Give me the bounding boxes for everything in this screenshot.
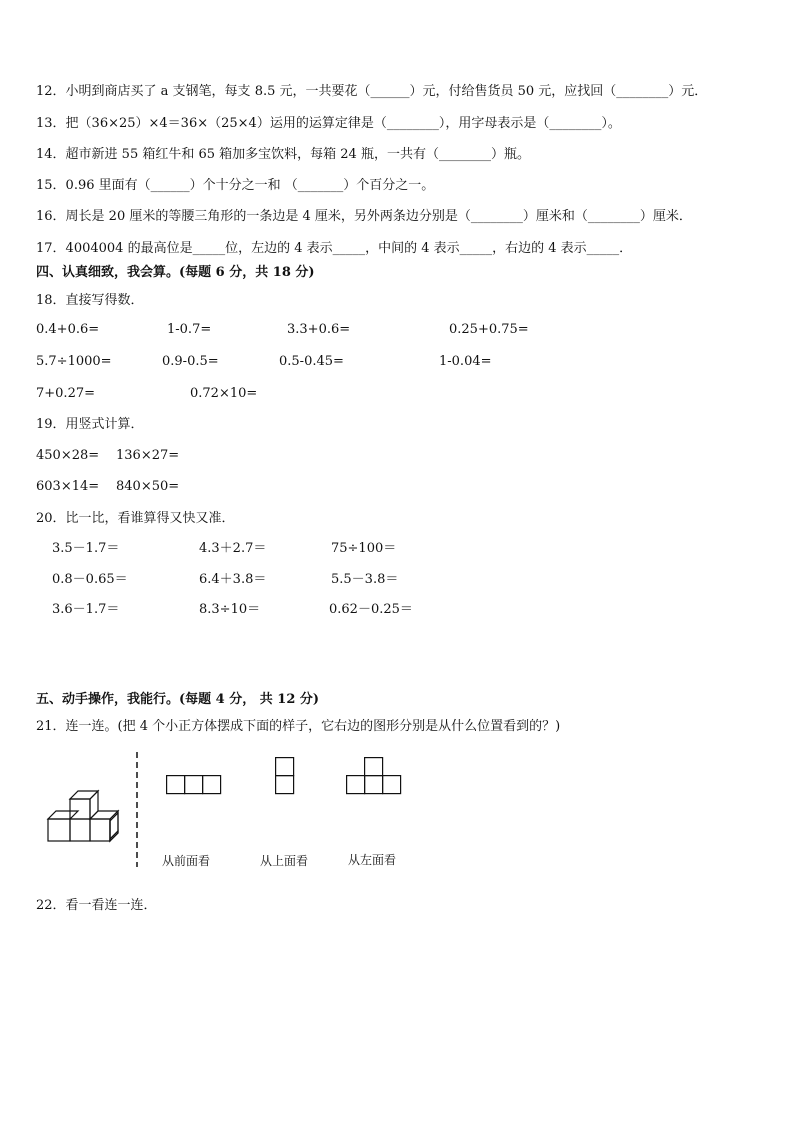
question-16: 16．周长是 20 厘米的等腰三角形的一条边是 4 厘米，另外两条边分别是（________）厘米和（________）厘米．: [36, 209, 692, 224]
question-20-title: 20．比一比，看谁算得又快又准．: [36, 511, 235, 526]
q19-expr: 840×50=: [116, 479, 180, 494]
q18-expr: 0.5-0.45=: [279, 354, 344, 369]
section-5-heading: 五、动手操作，我能行。(每题 4 分， 共 12 分): [36, 692, 320, 707]
q20-expr: 5.5－3.8＝: [331, 572, 399, 587]
caption-top-view: 从上面看: [260, 854, 309, 868]
q20-expr: 0.8－0.65＝: [52, 572, 128, 587]
q18-expr: 0.72×10=: [190, 386, 258, 401]
q19-expr: 603×14=: [36, 479, 100, 494]
question-19-title: 19．用竖式计算．: [36, 417, 144, 432]
question-12: 12．小明到商店买了 a 支钢笔，每支 8.5 元，一共要花（______）元，付给售货员 50 元，应找回（________）元．: [36, 84, 708, 99]
caption-left-view: 从左面看: [348, 853, 397, 867]
q18-expr: 0.25+0.75=: [449, 322, 529, 337]
q20-expr: 0.62－0.25＝: [329, 602, 413, 617]
q18-expr: 5.7÷1000=: [36, 354, 112, 369]
question-17: 17．4004004 的最高位是_____位，左边的 4 表示_____，中间的 4 表示_____，右边的 4 表示_____．: [36, 241, 633, 256]
q20-expr: 4.3＋2.7＝: [199, 541, 267, 556]
q20-expr: 3.6－1.7＝: [52, 602, 120, 617]
caption-front-view: 从前面看: [162, 854, 211, 868]
q20-expr: 6.4＋3.8＝: [199, 572, 267, 587]
q20-expr: 3.5－1.7＝: [52, 541, 120, 556]
q18-expr: 1-0.7=: [167, 322, 212, 337]
cube-arrangement-figure: [40, 785, 130, 857]
question-14: 14．超市新进 55 箱红牛和 65 箱加多宝饮料，每箱 24 瓶，一共有（________）瓶。: [36, 147, 530, 162]
q20-expr: 8.3÷10＝: [199, 602, 261, 617]
question-22-title: 22．看一看连一连．: [36, 898, 157, 913]
view-two-stacked: [275, 757, 295, 795]
section-4-heading: 四、认真细致，我会算。(每题 6 分，共 18 分): [36, 265, 315, 280]
question-15: 15．0.96 里面有（______）个十分之一和 （_______）个百分之一。: [36, 178, 435, 193]
q18-expr: 7+0.27=: [36, 386, 96, 401]
q18-expr: 0.9-0.5=: [162, 354, 219, 369]
q19-expr: 450×28=: [36, 448, 100, 463]
question-21-title: 21．连一连。(把 4 个小正方体摆成下面的样子，它右边的图形分别是从什么位置看到的？): [36, 719, 561, 734]
question-18-title: 18．直接写得数．: [36, 293, 144, 308]
question-13: 13．把（36×25）×4＝36×（25×4）运用的运算定律是（________），用字母表示是（________）。: [36, 116, 621, 131]
q19-expr: 136×27=: [116, 448, 180, 463]
q18-expr: 3.3+0.6=: [287, 322, 351, 337]
view-t-shape: [346, 757, 402, 795]
q18-expr: 0.4+0.6=: [36, 322, 100, 337]
q18-expr: 1-0.04=: [439, 354, 492, 369]
dashed-divider: [135, 752, 139, 867]
q20-expr: 75÷100＝: [331, 541, 397, 556]
view-three-in-row: [166, 775, 222, 795]
